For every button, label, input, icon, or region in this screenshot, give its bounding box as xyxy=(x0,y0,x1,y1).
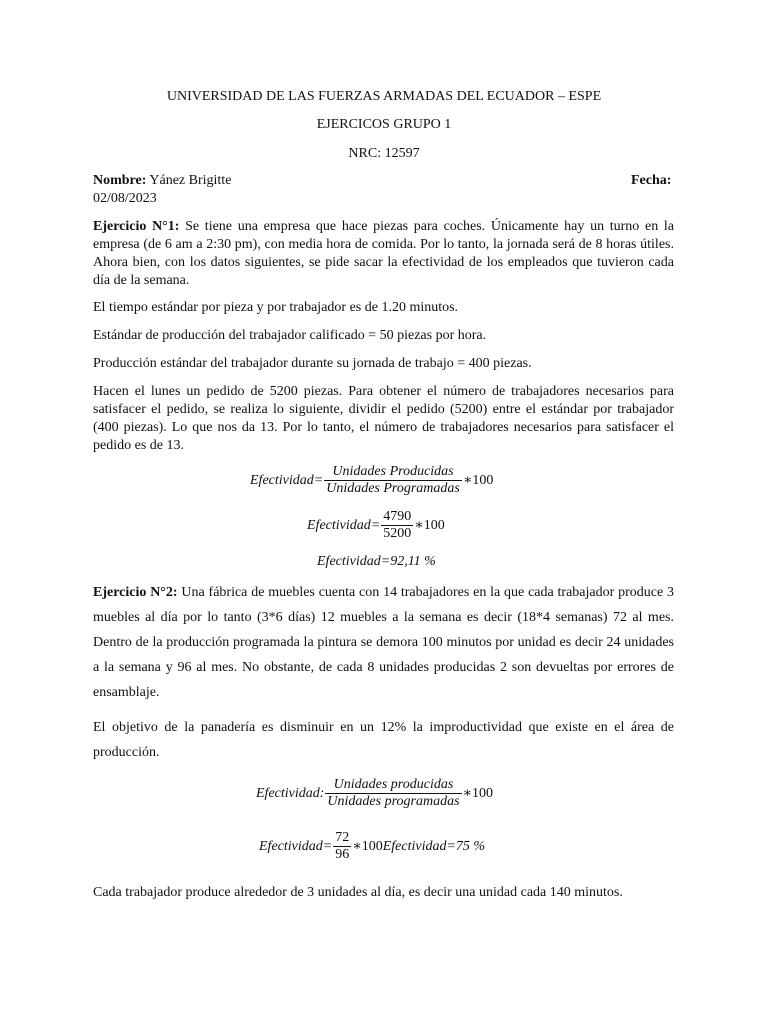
equation-efectividad-values: Efectividad= $\frac{4790}{5200}$ ∗100 xyxy=(307,509,445,541)
student-name-line xyxy=(93,172,231,190)
exercise-1-intro: Ejercicio N°1: Se tiene una empresa que hace piezas para coches. Únicamente hay un turno en la empresa (de 6 am a 2:30 pm), con media hora de comida. Por lo tanto, la jornada será de 8 horas útiles. Ahora bien, con los datos siguientes, se pide sacar la efectividad de los empleados que tuvieron cada día de la semana. xyxy=(93,219,674,288)
name-value: Yánez Brigitte xyxy=(146,173,232,188)
date-label: Fecha: xyxy=(631,173,672,188)
fraction-denominator: Unidades Programadas xyxy=(326,481,460,496)
exercise-1-paragraph: Producción estándar del trabajador durante su jornada de trabajo = 400 piezas. xyxy=(93,356,532,371)
equation-result: Efectividad=75 % xyxy=(382,838,486,854)
exercise-2-intro: Ejercicio N°2: Una fábrica de muebles cuenta con 14 trabajadores en la que cada trabajador produce 3 muebles al día por lo tanto (3*6 días) 12 muebles a la semana es decir (18*4 semanas) 72 al mes. Dentro de la producción programada la pintura se demora 100 minutos por unidad es decir 24 unidades a la semana y 96 al mes. No obstante, de cada 8 unidades producidas 2 son devueltas por errores de ensamblaje. xyxy=(93,585,674,700)
exercise-1-paragraph: Hacen el lunes un pedido de 5200 piezas. Para obtener el número de trabajadores necesarios para satisfacer el pedido, se realiza lo siguiente, dividir el pedido (5200) entre el estándar por trabajador (400 piezas). Lo que nos da 13. Por lo tanto, el número de trabajadores necesarios para satisfacer el pedido es de 13. xyxy=(93,384,674,453)
fraction-denominator: 96 xyxy=(335,847,350,862)
exercise-1-paragraph: Estándar de producción del trabajador calificado = 50 piezas por hora. xyxy=(93,328,487,343)
name-label: Nombre: xyxy=(93,173,147,188)
group-title: EJERCICOS GRUPO 1 xyxy=(316,117,452,132)
exercise-2-paragraph: El objetivo de la panadería es disminuir en un 12% la improductividad que existe en el área de producción. xyxy=(93,720,674,760)
equation-efectividad-result: Efectividad=92,11 % xyxy=(317,554,436,569)
nrc-line: NRC: 12597 xyxy=(348,146,420,161)
equation-efectividad-formula-2: Efectividad: $\frac{\text{Unidades producidas}}{\text{Unidades programadas}}$ ∗100 xyxy=(256,777,494,809)
fraction-denominator: 5200 xyxy=(383,526,412,541)
date-value: 02/08/2023 xyxy=(93,191,157,206)
equation-efectividad-formula: Efectividad= $\frac{\text{Unidades Producidas}}{\text{Unidades Programadas}}$ ∗100 xyxy=(250,464,494,496)
exercise-1-paragraph: El tiempo estándar por pieza y por trabajador es de 1.20 minutos. xyxy=(93,300,459,315)
university-title: UNIVERSIDAD DE LAS FUERZAS ARMADAS DEL ECUADOR – ESPE xyxy=(166,89,602,104)
fraction-numerator: Unidades Producidas xyxy=(332,464,454,479)
equation-efectividad-values-2: Efectividad= $\frac{72}{96}$ ∗100 Efectividad=75 % xyxy=(259,830,486,862)
fraction-numerator: 4790 xyxy=(383,509,412,524)
exercise-2-paragraph: Cada trabajador produce alrededor de 3 unidades al día, es decir una unidad cada 140 minutos. xyxy=(93,885,623,900)
exercise-1-title: Ejercicio N°1: xyxy=(93,219,180,234)
fraction-numerator: Unidades producidas xyxy=(333,777,454,792)
exercise-2-title: Ejercicio N°2: xyxy=(93,585,178,600)
fraction-numerator: 72 xyxy=(335,830,350,845)
fraction-denominator: Unidades programadas xyxy=(327,794,460,809)
